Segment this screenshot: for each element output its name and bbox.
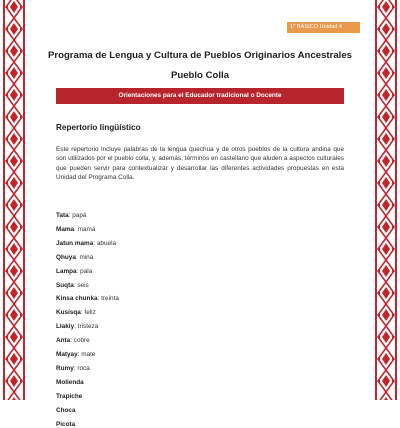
vocab-meaning: : abuela — [93, 239, 117, 247]
vocab-meaning: : feliz — [80, 309, 96, 317]
vocab-term: Suqta — [56, 281, 74, 289]
vocab-item — [56, 226, 95, 233]
grade-unit-badge: 1° BÁSICO Unidad 4 — [287, 22, 360, 33]
vocab-meaning: : papá — [68, 212, 87, 219]
vocab-item — [56, 393, 82, 400]
vocab-item — [56, 337, 90, 344]
section-heading: Repertorio lingüístico — [56, 123, 141, 132]
vocab-meaning: : mamá — [74, 225, 96, 233]
vocab-meaning: : treinta — [97, 295, 119, 303]
left-decorative-border — [0, 0, 28, 400]
vocab-meaning: : pala — [76, 267, 93, 275]
vocab-term: Choca — [56, 406, 76, 414]
vocab-item — [56, 379, 84, 386]
vocab-term: Jatun mama — [56, 239, 94, 247]
vocab-meaning: : mina — [75, 253, 94, 261]
vocab-meaning: : roca — [73, 364, 90, 372]
vocab-item — [56, 421, 75, 428]
vocab-meaning: : mate — [77, 351, 96, 358]
vocab-item — [56, 240, 116, 247]
section-banner: Orientaciones para el Educador tradicional o Docente — [56, 88, 344, 104]
vocab-item — [56, 365, 90, 372]
vocab-item — [56, 407, 76, 414]
vocab-meaning: : seis — [73, 281, 89, 289]
vocab-term: Picota — [56, 420, 76, 428]
vocab-item — [56, 309, 96, 316]
right-decorative-border — [372, 0, 400, 400]
vocab-term: Kinsa chunka — [56, 295, 98, 303]
vocab-item — [56, 295, 119, 302]
vocab-term: Molienda — [56, 378, 84, 386]
vocab-term: Rumy — [56, 364, 74, 372]
vocab-term: Tata — [56, 212, 69, 219]
vocab-item — [56, 212, 86, 219]
vocab-term: Matyay — [56, 351, 78, 358]
vocab-item — [56, 268, 92, 275]
vocab-term: Lampa — [56, 267, 77, 275]
vocab-item — [56, 282, 89, 289]
intro-paragraph: Este repertorio incluye palabras de la lengua quechua y de otros pueblos de la cultura andina que son utilizados por el pueblo colla, y, además, términos en castellano que aluden a aspectos culturales que pueden servir para contextualizar y desarrollar las diferentes actividades propuestas en esta Unidad del Programa Colla. — [56, 146, 344, 182]
vocab-term: Kusisqa — [56, 309, 81, 317]
vocab-item — [56, 254, 93, 261]
program-title: Programa de Lengua y Cultura de Pueblos Originarios Ancestrales — [47, 50, 353, 61]
vocab-meaning: : cobre — [70, 337, 90, 345]
vocab-item — [56, 323, 98, 330]
vocab-meaning: : tristeza — [74, 323, 99, 331]
vocab-term: Mama — [56, 225, 75, 233]
vocab-term: Trapiche — [56, 392, 83, 400]
vocab-term: Anta — [56, 337, 71, 345]
vocab-item — [56, 351, 95, 358]
vocab-term: Qhuya — [56, 253, 76, 261]
vocab-term: Llakiy — [56, 323, 75, 331]
program-subtitle: Pueblo Colla — [170, 70, 230, 81]
